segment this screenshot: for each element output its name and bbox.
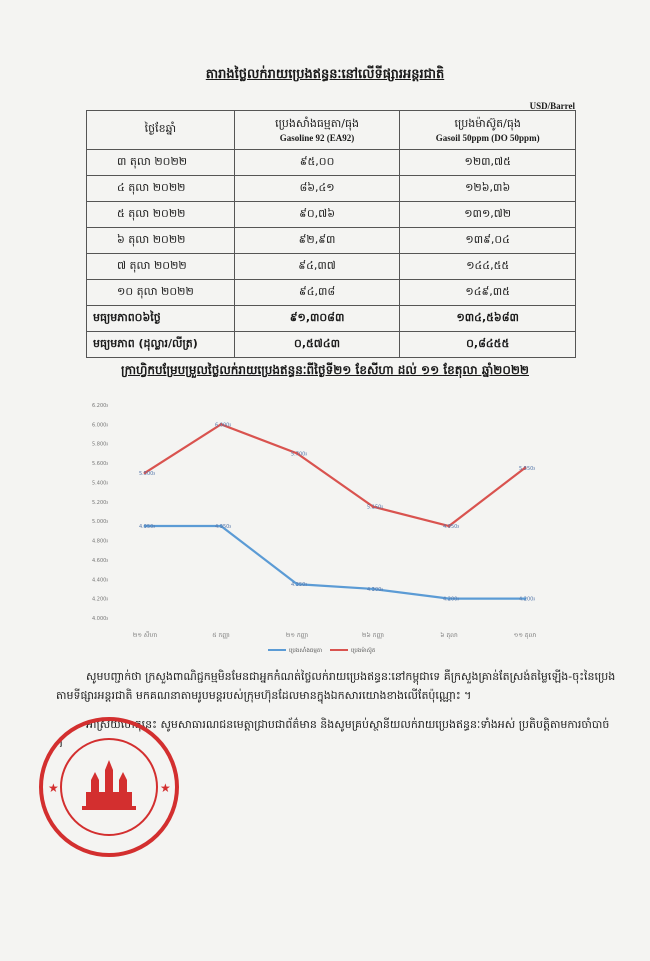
data-label: 4.950៛ [139,524,155,531]
y-tick-label: 4.400៛ [92,577,108,584]
row-diesel: ១៣៩,០៤ [400,228,576,254]
data-label: 4.950៛ [215,524,231,531]
average-liter-diesel: ០,៨៤៥៥ [400,332,576,358]
data-label: 4.200៛ [443,596,459,603]
average-label: មធ្យមភាព០៦ថ្ងៃ [87,306,235,332]
series-line [145,424,525,526]
chart-title: ក្រាហ្វិកបម្រែបម្រួលថ្លៃលក់រាយប្រេងឥន្ធនៈពីថ្ងៃទី២១ ខែសីហា ដល់ ១១ ខែតុលា ឆ្នាំ២០២២ [121,363,529,377]
x-tick-label: ២៦ កញ្ញា [361,632,385,639]
y-tick-label: 5.600៛ [92,461,108,468]
x-tick-label: ៦ តុលា [440,632,458,639]
average-gasoline: ៩១,៣០៨៣ [234,306,400,332]
data-label: 5.700៛ [291,451,307,458]
unit-label: USD/Barrel [529,101,575,111]
x-tick-label: ៥ កញ្ញា [212,632,230,639]
row-date: ៦ តុលា ២០២២ [87,228,235,254]
data-label: 5.500៛ [139,470,155,477]
row-diesel: ១៣១,៧២ [400,202,576,228]
star-icon: ★ [160,781,171,795]
legend-label: ប្រេងម៉ាស៊ូត [351,648,376,654]
data-label: 4.300៛ [367,586,383,593]
series-line [145,526,525,599]
average-liter-gasoline: ០,៥៧៤៣ [234,332,400,358]
x-tick-label: ១១ តុលា [513,632,537,639]
temple-emblem-icon [82,760,136,810]
header-gasoline-km: ប្រេងសាំងធម្មតា/ធុង [275,117,359,130]
row-diesel: ១៤៩,៣៥ [400,280,576,306]
average-diesel: ១៣៤,៥៦៨៣ [400,306,576,332]
header-diesel-en: Gasoil 50ppm (DO 50ppm) [435,133,540,143]
ministry-seal-stamp [34,712,184,862]
data-label: 6.000៛ [215,422,231,429]
y-tick-label: 5.400៛ [92,480,108,487]
row-diesel: ១២៦,៣៦ [400,176,576,202]
data-label: 5.550៛ [519,465,535,472]
row-date: ៧ តុលា ២០២២ [87,254,235,280]
y-tick-label: 5.000៛ [92,519,108,526]
data-label: 5.150៛ [367,504,383,511]
y-tick-label: 4.000៛ [92,616,108,622]
y-tick-label: 6.200៛ [92,403,108,409]
row-date: ៣ តុលា ២០២២ [87,150,235,176]
row-diesel: ១៤៤,៥៥ [400,254,576,280]
row-date: ៥ តុលា ២០២២ [87,202,235,228]
data-label: 4.200៛ [519,596,535,603]
star-icon: ★ [48,781,59,795]
paragraph-note: សូមបញ្ជាក់ថា ក្រសួងពាណិជ្ជកម្មមិនមែនជាអ្នកកំណត់ថ្លៃលក់រាយប្រេងឥន្ធនៈនៅកម្ពុជាទេ គឺក្រសួងគ្រាន់តែស្រង់តម្លៃឡើង-ចុះនៃប្រេងតាមទីផ្សារអន្តរជាតិ មកគណនាតាមរូបមន្តរបស់ក្រុមហ៊ុនដែលមានក្នុងឯកសារយោងខាងលើតែប៉ុណ្ណោះ ។ [56,670,616,702]
y-tick-label: 4.800៛ [92,538,108,545]
y-tick-label: 5.800៛ [92,441,108,448]
average-liter-label: មធ្យមភាព (ដុល្លារ/លីត្រ) [87,332,235,358]
header-gasoline-en: Gasoline 92 (EA92) [279,133,355,143]
row-gasoline: ៩២,៩៣ [234,228,400,254]
row-gasoline: ៩៤,៣៧ [234,254,400,280]
data-label: 4.350៛ [291,582,307,589]
row-date: ៤ តុលា ២០២២ [87,176,235,202]
paragraph-instruction: អាស្រ័យហេតុនេះ សូមសាធារណជនមេត្តាជ្រាបជាព័ត៌មាន និងសូមគ្រប់ស្ថានីយលក់រាយប្រេងឥន្ធនៈទាំងអស់ ប្រតិបត្តិតាមការចាំបាច់ ។ [56,718,610,750]
legend-label: ប្រេងសាំងធម្មតា [289,648,323,654]
page-title: តារាងថ្លៃលក់រាយប្រេងឥន្ធនៈនៅលើទីផ្សារអន្តរជាតិ [205,67,445,82]
row-date: ១០ តុលា ២០២២ [87,280,235,306]
row-gasoline: ៩៥,០០ [234,150,400,176]
row-gasoline: ៩០,៧៦ [234,202,400,228]
row-gasoline: ៨៦,៤១ [234,176,400,202]
x-tick-label: ២១ សីហា [132,632,158,639]
data-label: 4.950៛ [443,524,459,531]
y-tick-label: 4.600៛ [92,557,108,564]
y-tick-label: 4.200៛ [92,596,108,603]
header-date: ថ្ងៃខែឆ្នាំ [87,111,235,150]
row-gasoline: ៩៤,៣៨ [234,280,400,306]
header-diesel-km: ប្រេងម៉ាស៊ូត/ធុង [454,117,521,130]
y-tick-label: 6.000៛ [92,422,108,429]
x-tick-label: ២១ កញ្ញា [285,632,309,639]
row-diesel: ១២៣,៧៥ [400,150,576,176]
y-tick-label: 5.200៛ [92,499,108,506]
